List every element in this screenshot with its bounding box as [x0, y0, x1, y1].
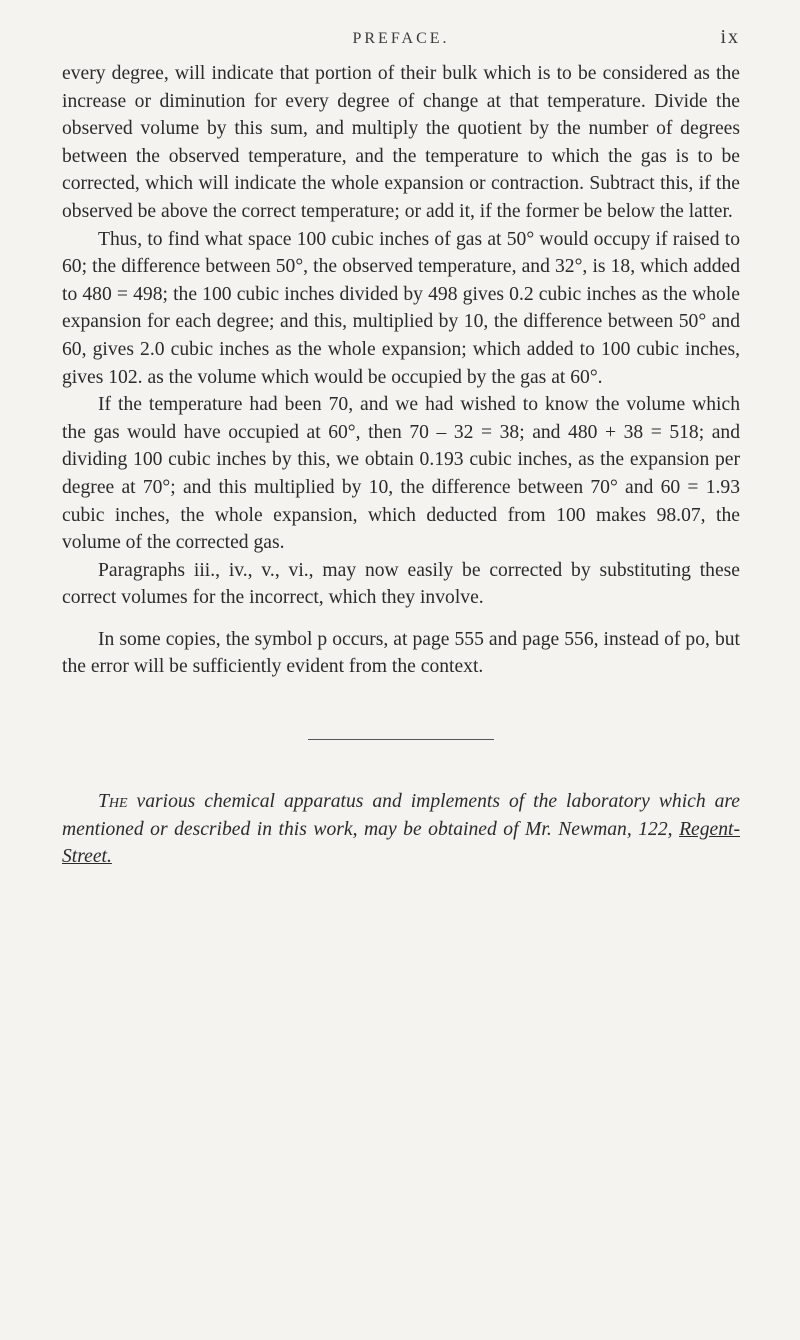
running-head	[62, 0, 740, 60]
publisher-notice	[62, 788, 740, 871]
divider-rule	[308, 739, 494, 740]
paragraph-3: If the temperature had been 70, and we had wished to know the volume which the gas would have occupied at 60°, then 70 – 32 = 38; and 480 + 38 = 518; and dividing 100 cubic inches by this, we obtain 0.193 cubic inches, as the expansion per degree at 70°; and this multiplied by 10, the difference between 70° and 60 = 1.93 cubic inches, the whole expansion, which deducted from 100 makes 98.07, the volume of the corrected gas.	[62, 394, 740, 554]
notice-address: Regent-Street.	[62, 818, 740, 868]
notice-body: various chemical apparatus and implements of the laboratory which are mentioned or described in this work, may be obtained of Mr. Newman, 122,	[62, 791, 740, 840]
erratum-paragraph: In some copies, the symbol p occurs, at page 555 and page 556, instead of po, but the error will be sufficiently evident from the context.	[62, 628, 740, 678]
paragraph-2: Thus, to find what space 100 cubic inches of gas at 50° would occupy if raised to 60; the difference between 50°, the observed temperature, and 32°, is 18, which added to 480 = 498; the 100 cubic inches divided by 498 gives 0.2 cubic inches as the whole expansion for each degree; and this, multiplied by 10, the difference between 50° and 60, gives 2.0 cubic inches as the whole expansion; which added to 100 cubic inches, gives 102. as the volume which would be occupied by the gas at 60°.	[62, 228, 740, 388]
paragraph-1: every degree, will indicate that portion of their bulk which is to be considered as the increase or diminution for every degree of change at that temperature. Divide the observed volume by this sum, and multiply the quotient by the number of degrees between the observed temperature, and the temperature to which the gas is to be corrected, which will indicate the whole expansion or contraction. Subtract this, if the observed be above the correct temperature; or add it, if the former be below the latter.	[62, 63, 740, 222]
notice-lead: The	[98, 791, 128, 813]
body-text	[62, 60, 740, 871]
running-title: PREFACE.	[352, 30, 450, 47]
page	[62, 0, 740, 871]
paragraph-4: Paragraphs iii., iv., v., vi., may now easily be corrected by substituting these correct volumes for the incorrect, which they involve.	[62, 559, 740, 609]
page-number: ix	[720, 26, 740, 48]
